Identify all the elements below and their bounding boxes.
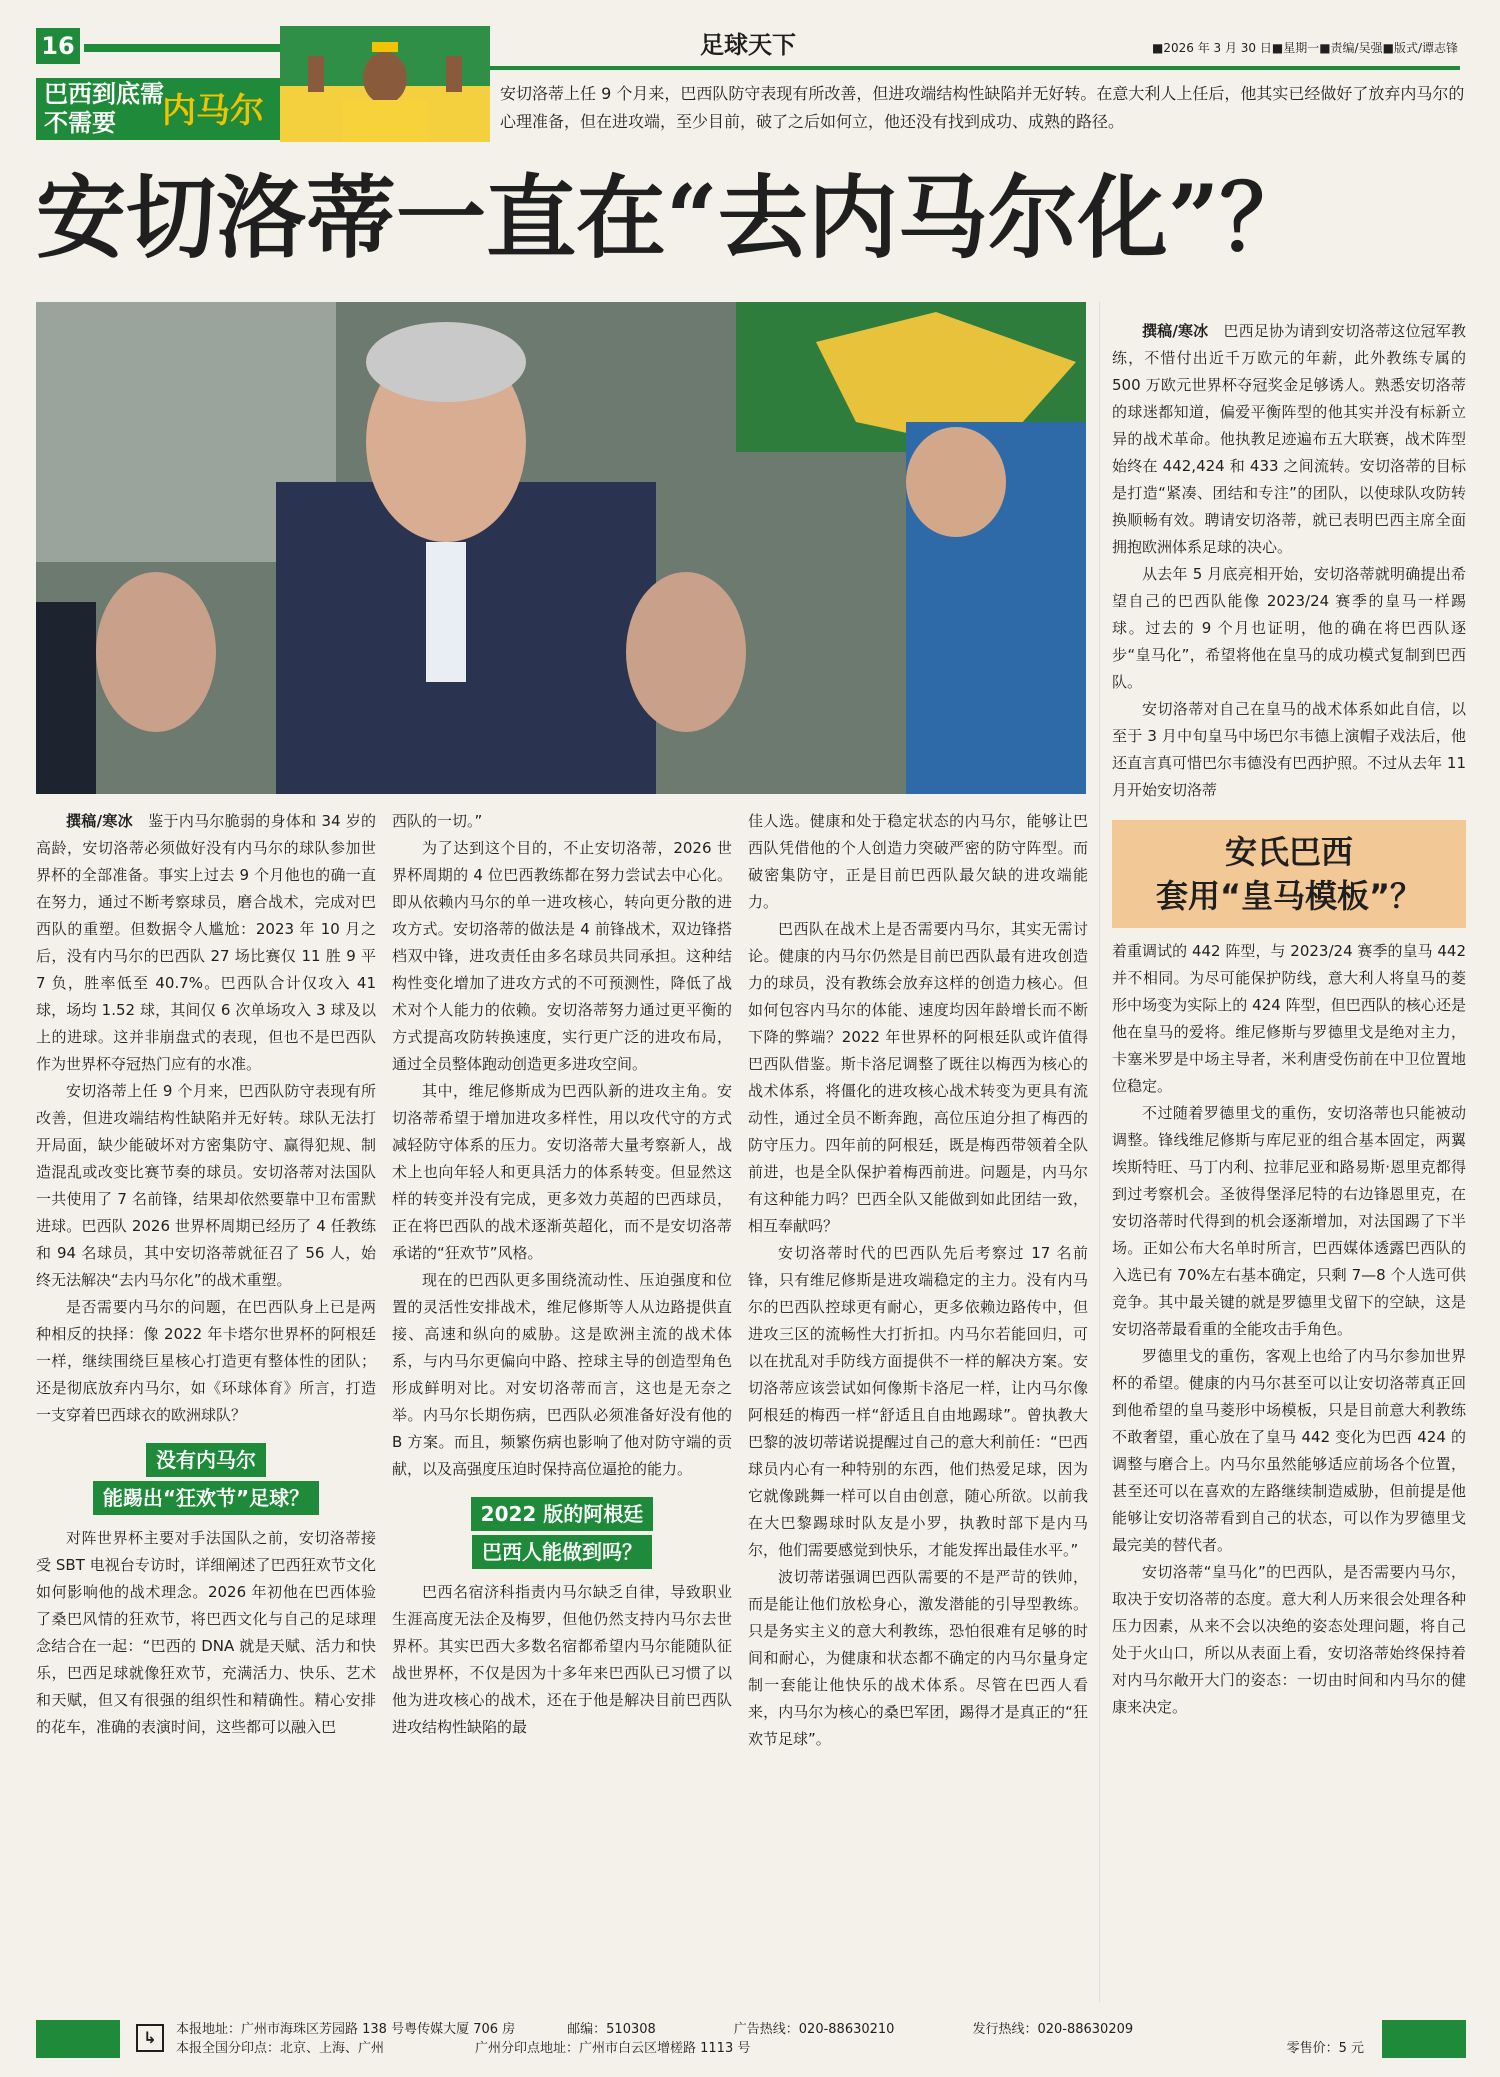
col3-para-2: 巴西队在战术上是否需要内马尔，其实无需讨论。健康的内马尔仍然是目前巴西队最有进攻创造力的球员，没有教练会放弃这样的创造力核心。但如何包容内马尔的体能、速度均因年龄增长而不断下降的弊端？2022 年世界杯的阿根廷队或许值得巴西队借鉴。斯卡洛尼调整了既往以梅西为核心的战术体系，将僵化的进攻核心战术转变为更具有流动性，通过全员不断奔跑，高位压迫分担了梅西的防守压力。四年前的阿根廷，既是梅西带领着全队前进，也是全队保护着梅西前进。问题是，内马尔有这种能力吗？巴西全队又能做到如此团结一致，相互奉献吗？	[748, 920, 1088, 1235]
footer-line-2: 本报全国分印点：北京、上海、广州 广州分印点地址：广州市白云区增槎路 1113 号	[176, 2041, 751, 2056]
footer-green-right	[1382, 2020, 1466, 2058]
header-rule	[490, 66, 1460, 70]
intro-text: 安切洛蒂上任 9 个月来，巴西队防守表现有所改善，但进攻端结构性缺陷并无好转。在意大利人上任后，他其实已经做好了放弃内马尔的心理准备，但在进攻端，至少目前，破了之后如何立，他还没有找到成功、成熟的路径。	[500, 84, 1465, 131]
page-number: 16	[36, 28, 80, 64]
subhead-2	[392, 1495, 732, 1571]
address-icon: ↳	[136, 2024, 164, 2052]
col2-para-4: 现在的巴西队更多围绕流动性、压迫强度和位置的灵活性安排战术，维尼修斯等人从边路提供直接、高速和纵向的威胁。这是欧洲主流的战术体系，与内马尔更偏向中路、控球主导的创造型角色形成鲜明对比。对安切洛蒂而言，这也是无奈之举。内马尔长期伤病，巴西队必须准备好没有他的 B 方案。而且，频繁伤病也影响了他对防守端的贡献，以及高强度压迫时保持高位逼抢的能力。	[392, 1271, 732, 1478]
footer	[36, 2020, 1466, 2058]
col3-para-4: 波切蒂诺强调巴西队需要的不是严苛的铁帅，而是能让他们放松身心，激发潜能的引导型教练。只是务实主义的意大利教练，恐怕很难有足够的时间和耐心，为健康和状态都不确定的内马尔量身定制一套能让他快乐的战术体系。尽管在巴西人看来，内马尔为核心的桑巴军团，踢得才是真正的“狂欢节足球”。	[748, 1568, 1088, 1748]
col1-para-4: 对阵世界杯主要对手法国队之前，安切洛蒂接受 SBT 电视台专访时，详细阐述了巴西狂欢节文化如何影响他的战术理念。2026 年初他在巴西体验了桑巴风情的狂欢节，将巴西文化与自己的足球理念结合在一起：“巴西的 DNA 就是天赋、活力和快乐，巴西足球就像狂欢节，充满活力、快乐、艺术和天赋，但又有很强的组织性和精确性。精心安排的花车，准确的表演时间，这些都可以融入巴	[36, 1529, 376, 1736]
column-separator	[1099, 302, 1100, 2002]
col3-para-3: 安切洛蒂时代的巴西队先后考察过 17 名前锋，只有维尼修斯是进攻端稳定的主力。没有内马尔的巴西队控球更有耐心，更多依赖边路传中，但进攻三区的流畅性大打折扣。内马尔若能回归，可以在扰乱对手防线方面提供不一样的解决方案。安切洛蒂应该尝试如何像斯卡洛尼一样，让内马尔像阿根廷的梅西一样“舒适且自由地踢球”。曾执教大巴黎的波切蒂诺说提醒过自己的意大利前任：“巴西球员内心有一种特别的东西，他们热爱足球，因为它就像跳舞一样可以自由创意，随心所欲。以前我在大巴黎踢球时队友是小罗，执教时部下是内马尔，他们需要感觉到快乐，才能发挥出最佳水平。”	[748, 1244, 1088, 1559]
neymar-photo	[280, 26, 490, 142]
subhead-2-line2: 巴西人能做到吗？	[472, 1535, 652, 1569]
col2-para-3: 其中，维尼修斯成为巴西队新的进攻主角。安切洛蒂希望于增加进攻多样性，用以攻代守的方式减轻防守体系的压力。安切洛蒂大量考察新人，战术上也向年轻人和更具活力的体系转变。但显然这样的转变并没有完成，更多效力英超的巴西球员，正在将巴西队的战术逐渐英超化，而不是安切洛蒂承诺的“狂欢节”风格。	[392, 1082, 732, 1262]
subhead-box-line2: 套用“皇马模板”？	[1155, 877, 1423, 915]
col4-para-2: 从去年 5 月底亮相开始，安切洛蒂就明确提出希望自己的巴西队能像 2023/24 赛季的皇马一样踢球。过去的 9 个月也证明，他的确在将巴西队逐步“皇马化”，希望将他在皇马的成功模式复制到巴西队。	[1112, 565, 1466, 691]
col3-para-1: 佳人选。健康和处于稳定状态的内马尔，能够让巴西队凭借他的个人创造力突破严密的防守阵型。而破密集防守，正是目前巴西队最欠缺的进攻端能力。	[748, 812, 1088, 911]
article-column-4	[1112, 318, 1466, 1721]
date-info: ■2026 年 3 月 30 日■星期一■责编/吴强■版式/谭志锋	[1152, 41, 1458, 55]
col2-para-1: 西队的一切。”	[392, 812, 483, 830]
byline-2: 撰稿/寒冰	[1142, 322, 1209, 340]
subhead-box	[1112, 820, 1466, 928]
article-column-1	[36, 808, 376, 1741]
col1-text-1: 鉴于内马尔脆弱的身体和 34 岁的高龄，安切洛蒂必须做好没有内马尔的球队参加世界杯的全部准备。事实上过去 9 个月他也的确一直在努力，通过不断考察球员，磨合战术，完成对巴西队的重塑。但数据令人尴尬：2023 年 10 月之后，没有内马尔的巴西队 27 场比赛仅 11 胜 9 平 7 负，胜率低至 40.7%。巴西队合计仅攻入 41 球，场均 1.52 球，其间仅 6 次单场攻入 3 球及以上的进球。这并非崩盘式的表现，但也不是巴西队作为世界杯夺冠热门应有的水准。	[36, 812, 376, 1073]
headline: 安切洛蒂一直在“去内马尔化”？	[36, 165, 1310, 271]
retail-price: 零售价：5 元	[1286, 2041, 1364, 2056]
col4-para-1	[1112, 318, 1466, 561]
footer-line-1: 本报地址：广州市海珠区芳园路 138 号粤传媒大厦 706 房 邮编：510308 广告热线：020-88630210 发行热线：020-88630209	[176, 2022, 1134, 2037]
col4-para-7: 安切洛蒂“皇马化”的巴西队，是否需要内马尔，取决于安切洛蒂的态度。意大利人历来很会处理各种压力因素，从来不会以决绝的姿态处理问题，将自己处于火山口，所以从表面上看，安切洛蒂始终保持着对内马尔敞开大门的姿态：一切由时间和内马尔的健康来决定。	[1112, 1563, 1466, 1716]
col2-para-2: 为了达到这个目的，不止安切洛蒂，2026 世界杯周期的 4 位巴西教练都在努力尝试去中心化。即从依赖内马尔的单一进攻核心，转向更分散的进攻方式。安切洛蒂的做法是 4 前锋战术，双边锋搭档双中锋，进攻责任由多名球员共同承担。这种结构性变化增加了进攻方式的不可预测性，降低了战术对个人能力的依赖。安切洛蒂努力通过更平衡的方式提高攻防转换速度，实行更广泛的进攻布局，通过全员整体跑动创造更多进攻空间。	[392, 839, 732, 1073]
ancelotti-photo	[36, 302, 1086, 794]
subhead-1-line2: 能踢出“狂欢节”足球？	[93, 1481, 319, 1515]
col1-para-3: 是否需要内马尔的问题，在巴西队身上已是两种相反的抉择：像 2022 年卡塔尔世界杯的阿根廷一样，继续围绕巨星核心打造更有整体性的团队；还是彻底放弃内马尔，如《环球体育》所言，打造一支穿着巴西球衣的欧洲球队？	[36, 1298, 376, 1424]
col4-para-6: 罗德里戈的重伤，客观上也给了内马尔参加世界杯的希望。健康的内马尔甚至可以让安切洛蒂真正回到他希望的皇马菱形中场模板，只是目前意大利教练不敢奢望，重心放在了皇马 442 变化为巴西 424 的调整与磨合上。内马尔虽然能够适应前场各个位置，甚至还可以在喜欢的左路继续制造威胁，但前提是他能够让安切洛蒂看到自己的状态，可以作为罗德里戈最完美的替代者。	[1112, 1347, 1466, 1554]
subhead-box-line1: 安氏巴西	[1224, 833, 1353, 871]
article-column-2	[392, 808, 732, 1741]
col1-para-1	[36, 808, 376, 1078]
col1-para-2: 安切洛蒂上任 9 个月来，巴西队防守表现有所改善，但进攻端结构性缺陷并无好转。球队无法打开局面，缺少能破坏对方密集防守、赢得犯规、制造混乱或改变比赛节奏的球员。安切洛蒂对法国队一共使用了 7 名前锋，结果却依然要靠中卫布雷默进球。巴西队 2026 世界杯周期已经历了 4 任教练和 94 名球员，其中安切洛蒂就征召了 56 人，始终无法解决“去内马尔化”的战术重塑。	[36, 1082, 376, 1289]
kicker-box	[36, 78, 292, 140]
col4-text-1: 巴西足协为请到安切洛蒂这位冠军教练，不惜付出近千万欧元的年薪，此外教练专属的 500 万欧元世界杯夺冠奖金足够诱人。熟悉安切洛蒂的球迷都知道，偏爱平衡阵型的他其实并没有标新立异的战术革命。他执教足迹遍布五大联赛，战术阵型始终在 442,424 和 433 之间流转。安切洛蒂的目标是打造“紧凑、团结和专注”的团队，以使球队攻防转换顺畅有效。聘请安切洛蒂，就已表明巴西主席全面拥抱欧洲体系足球的决心。	[1112, 322, 1466, 556]
col4-para-4: 着重调试的 442 阵型，与 2023/24 赛季的皇马 442 并不相同。为尽可能保护防线，意大利人将皇马的菱形中场变为实际上的 424 阵型，但巴西队的核心还是他在皇马的爱将。维尼修斯与罗德里戈是绝对主力，卡塞米罗是中场主导者，米利唐受伤前在中卫位置地位稳定。	[1112, 942, 1466, 1095]
footer-green-left	[36, 2020, 120, 2058]
col4-para-3: 安切洛蒂对自己在皇马的战术体系如此自信，以至于 3 月中旬皇马中场巴尔韦德上演帽子戏法后，他还直言真可惜巴尔韦德没有巴西护照。不过从去年 11 月开始安切洛蒂	[1112, 700, 1466, 799]
footer-info	[128, 2020, 1374, 2058]
article-column-3	[748, 808, 1088, 1753]
kicker-line2: 内马尔	[162, 91, 264, 131]
byline: 撰稿/寒冰	[66, 812, 133, 830]
subhead-2-line1: 2022 版的阿根廷	[471, 1497, 654, 1531]
kicker-line1: 巴西到底需不需要	[44, 80, 164, 137]
col2-para-5: 巴西名宿济科指责内马尔缺乏自律，导致职业生涯高度无法企及梅罗，但他仍然支持内马尔去世界杯。其实巴西大多数名宿都希望内马尔能随队征战世界杯，不仅是因为十多年来巴西队已习惯了以他为进攻核心的战术，还在于他是解决目前巴西队进攻结构性缺陷的最	[392, 1583, 732, 1736]
section-title: 足球天下	[700, 31, 796, 59]
col4-para-5: 不过随着罗德里戈的重伤，安切洛蒂也只能被动调整。锋线维尼修斯与库尼亚的组合基本固定，两翼埃斯特旺、马丁内利、拉菲尼亚和路易斯·恩里克都得到过考察机会。圣彼得堡泽尼特的右边锋恩里克，在安切洛蒂时代得到的机会逐渐增加，对法国踢了下半场。正如公布大名单时所言，巴西媒体透露巴西队的入选已有 70%左右基本确定，只剩 7—8 个人选可供竞争。其中最关键的就是罗德里戈留下的空缺，这是安切洛蒂最看重的全能攻击手角色。	[1112, 1104, 1466, 1338]
subhead-1	[36, 1441, 376, 1517]
subhead-1-line1: 没有内马尔	[146, 1443, 266, 1477]
